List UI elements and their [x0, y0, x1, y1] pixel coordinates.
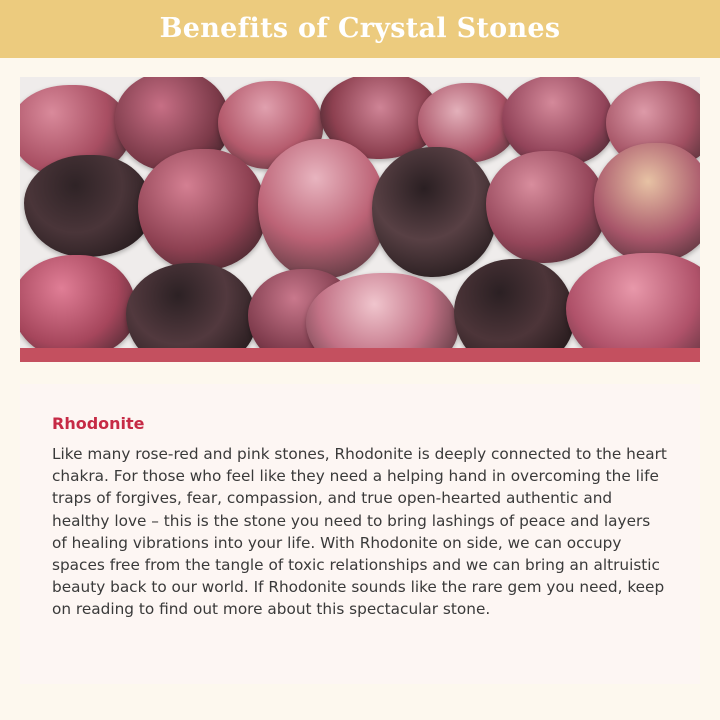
stone-shape: [594, 143, 700, 263]
hero-image: [20, 77, 700, 362]
image-accent-strip: [20, 348, 700, 362]
stone-shape: [372, 147, 496, 277]
stone-shape: [24, 155, 152, 257]
description-card: [20, 384, 700, 684]
rhodonite-stones-photo: [20, 77, 700, 362]
stone-shape: [138, 149, 266, 271]
stone-shape: [454, 259, 574, 362]
page-title: Benefits of Crystal Stones: [159, 13, 561, 45]
stone-shape: [258, 139, 386, 279]
stone-shape: [566, 253, 700, 362]
stone-shape: [486, 151, 606, 263]
stone-name-heading: Rhodonite: [52, 414, 145, 433]
stone-description-text: Like many rose-red and pink stones, Rhodonite is deeply connected to the heart chakra. For those who feel like they need a helping hand in overcoming the life traps of forgives, fear, compassion, and true open-hearted authentic and healthy love – this is the stone you need to bring lashings of peace and layers of healing vibrations into your life. With Rhodonite on side, we can occupy spaces free from the tangle of toxic relationships and we can bring an altruistic beauty back to our world. If Rhodonite sounds like the rare gem you need, keep on reading to find out more about this spectacular stone.: [52, 445, 667, 619]
page-header: [0, 0, 720, 58]
stone-shape: [20, 255, 136, 359]
